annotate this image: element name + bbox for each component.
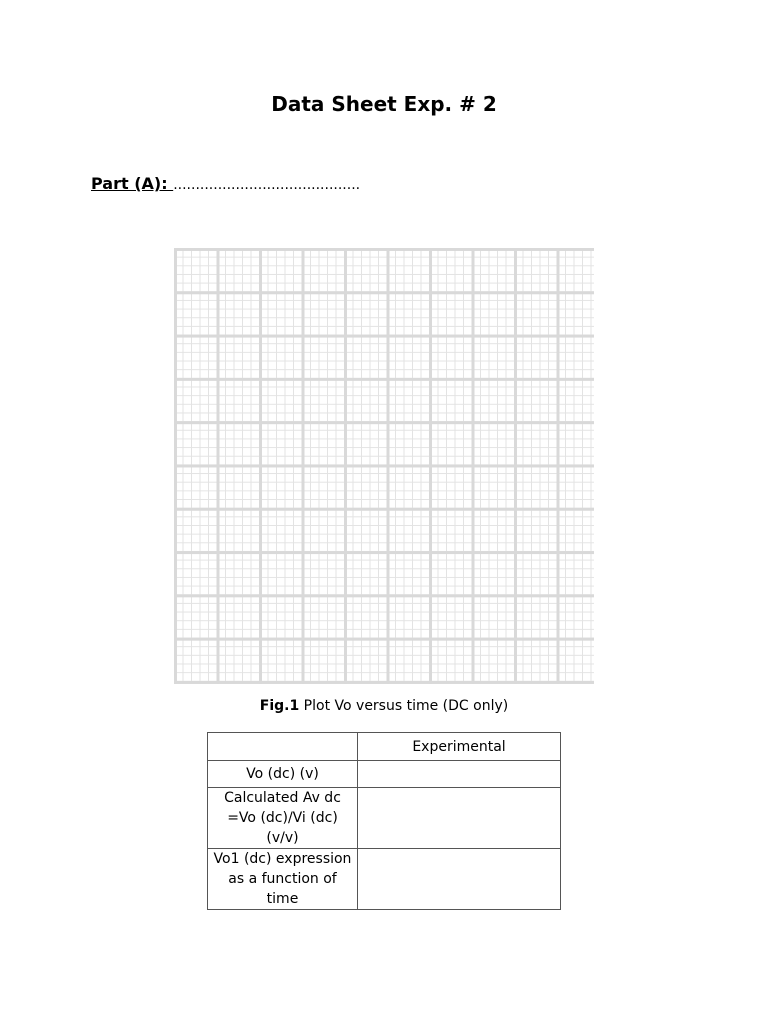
table-header-empty-cell bbox=[208, 733, 358, 761]
table-row-label: Vo1 (dc) expression as a function of time bbox=[208, 849, 358, 910]
table-row bbox=[208, 849, 561, 910]
graph-paper-grid bbox=[174, 248, 594, 684]
part-a-dotted-blank: .......................................... bbox=[173, 177, 361, 193]
results-table bbox=[207, 732, 561, 910]
table-row-value-cell bbox=[358, 849, 561, 910]
figure-caption bbox=[0, 698, 768, 714]
table-row-value-cell bbox=[358, 761, 561, 788]
figure-caption-prefix: Fig.1 bbox=[259, 698, 300, 714]
table-row bbox=[208, 788, 561, 849]
table-row bbox=[208, 761, 561, 788]
table-header-experimental: Experimental bbox=[358, 733, 561, 761]
figure-caption-text: Plot Vo versus time (DC only) bbox=[299, 698, 509, 714]
table-row-label: Calculated Av dc =Vo (dc)/Vi (dc) (v/v) bbox=[208, 788, 358, 849]
table-header-row bbox=[208, 733, 561, 761]
table-row-label: Vo (dc) (v) bbox=[208, 761, 358, 788]
page-title: Data Sheet Exp. # 2 bbox=[271, 92, 497, 116]
part-a-line bbox=[91, 174, 360, 193]
part-a-label: Part (A): bbox=[91, 174, 174, 193]
table-row-value-cell bbox=[358, 788, 561, 849]
